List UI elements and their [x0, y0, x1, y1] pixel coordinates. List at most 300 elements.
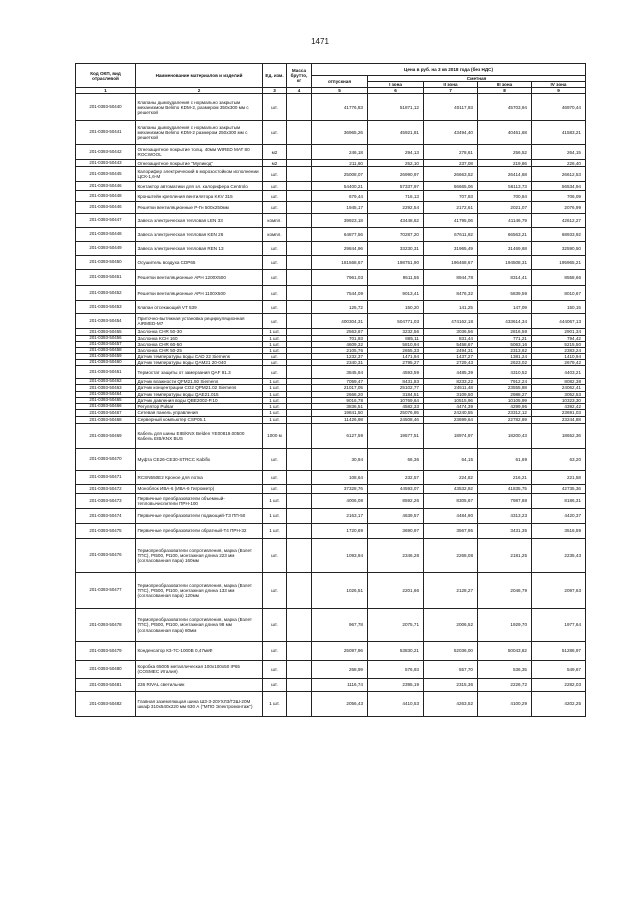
zone-4-price: 32590,50 — [532, 242, 586, 256]
header-zone-1: I зона — [368, 82, 424, 88]
column-number: 8 — [478, 88, 532, 94]
product-code: 201-0393-50474 — [76, 508, 136, 523]
table-row — [76, 94, 586, 121]
zone-3-price: 1381,24 — [478, 353, 532, 359]
table-row — [76, 470, 586, 484]
mass — [287, 228, 312, 242]
unit: 1 шт. — [263, 691, 287, 716]
zone-1-price: 53830,21 — [368, 641, 424, 660]
unit: шт. — [263, 301, 287, 314]
zone-2-price: 23699,64 — [424, 416, 478, 423]
unit: шт. — [263, 470, 287, 484]
table-row — [76, 286, 586, 301]
table-row — [76, 608, 586, 641]
zone-2-price: 3036,56 — [424, 329, 478, 335]
mass — [287, 608, 312, 641]
product-name: Решетки вентиляционные АРН 1200Х500 — [136, 270, 263, 286]
product-code: 201-0393-50482 — [76, 691, 136, 716]
release-price: 967,78 — [312, 608, 368, 641]
zone-1-price: 576,93 — [368, 660, 424, 678]
zone-1-price: 8592,26 — [368, 493, 424, 508]
unit: шт. — [263, 94, 287, 121]
price-table — [75, 63, 586, 717]
zone-4-price: 444067,13 — [532, 314, 586, 329]
product-name: Кронштейн крепления вентилятора KKV 315 — [136, 191, 263, 202]
zone-3-price: 700,84 — [478, 191, 532, 202]
zone-1-price: 70287,20 — [368, 228, 424, 242]
release-price: 54400,21 — [312, 182, 368, 191]
mass — [287, 242, 312, 256]
product-name: Кабель для шины EIB/KNX Belden YE00819.00500 Кабель EIB/KNX BUS — [136, 423, 263, 448]
zone-3-price: 4310,52 — [478, 366, 532, 379]
zone-2-price: 5458,67 — [424, 341, 478, 347]
table-row — [76, 242, 586, 256]
zone-2-price: 56665,06 — [424, 182, 478, 191]
zone-3-price: 18200,43 — [478, 423, 532, 448]
unit: шт. — [263, 538, 287, 572]
unit: шт. — [263, 678, 287, 691]
zone-2-price: 557,70 — [424, 660, 478, 678]
release-price: 9016,78 — [312, 397, 368, 403]
zone-2-price: 2729,43 — [424, 360, 478, 366]
mass — [287, 660, 312, 678]
zone-1-price: 150,20 — [368, 301, 424, 314]
zone-4-price: 23691,03 — [532, 409, 586, 416]
product-code: 201-0393-50461 — [76, 366, 136, 379]
mass — [287, 94, 312, 121]
zone-1-price: 4593,59 — [368, 366, 424, 379]
release-price: 211,60 — [312, 160, 368, 167]
release-price: 2105,76 — [312, 347, 368, 353]
zone-4-price: 4420,37 — [532, 508, 586, 523]
product-code: 201-0393-50480 — [76, 660, 136, 678]
product-name: Муфта CE26-CE30-STRCC Kabifix — [136, 448, 263, 470]
unit: шт. — [263, 572, 287, 608]
zone-4-price: 23244,88 — [532, 416, 586, 423]
mass — [287, 366, 312, 379]
zone-4-price: 2901,34 — [532, 329, 586, 335]
zone-1-price: 66,36 — [368, 448, 424, 470]
zone-3-price: 771,21 — [478, 335, 532, 341]
product-code: 201-0393-50467 — [76, 409, 136, 416]
table-row — [76, 182, 586, 191]
zone-4-price: 2097,63 — [532, 572, 586, 608]
column-number: 4 — [287, 88, 312, 94]
zone-1-price: 3184,51 — [368, 391, 424, 397]
release-price: 3845,94 — [312, 366, 368, 379]
product-code: 201-0393-50454 — [76, 314, 136, 329]
product-code: 201-0393-50479 — [76, 641, 136, 660]
unit: шт. — [263, 191, 287, 202]
unit: шт. — [263, 641, 287, 660]
unit: 1 шт. — [263, 341, 287, 347]
mass — [287, 448, 312, 470]
unit: шт. — [263, 167, 287, 182]
product-code: 201-0393-50449 — [76, 242, 136, 256]
table-row — [76, 572, 586, 608]
zone-3-price: 2313,62 — [478, 347, 532, 353]
mass — [287, 286, 312, 301]
zone-3-price: 2226,72 — [478, 678, 532, 691]
zone-3-price: 4100,29 — [478, 691, 532, 716]
release-price: 4609,32 — [312, 341, 368, 347]
zone-3-price: 219,86 — [478, 160, 532, 167]
zone-2-price: 64,15 — [424, 448, 478, 470]
zone-4-price: 8186,31 — [532, 493, 586, 508]
table-row — [76, 641, 586, 660]
mass — [287, 470, 312, 484]
release-price: 25008,07 — [312, 167, 368, 182]
zone-2-price: 26663,52 — [424, 167, 478, 182]
mass — [287, 523, 312, 538]
zone-4-price: 1977,64 — [532, 608, 586, 641]
zone-1-price: 33230,31 — [368, 242, 424, 256]
mass — [287, 214, 312, 228]
zone-3-price: 22782,69 — [478, 416, 532, 423]
zone-4-price: 2282,03 — [532, 678, 586, 691]
zone-4-price: 8082,38 — [532, 379, 586, 385]
zone-4-price: 221,58 — [532, 470, 586, 484]
product-name: Датчик температуры воды QAE21.015 — [136, 391, 263, 397]
zone-1-price: 9511,55 — [368, 270, 424, 286]
zone-4-price: 26612,53 — [532, 167, 586, 182]
zone-3-price: 23555,88 — [478, 385, 532, 391]
unit: шт. — [263, 366, 287, 379]
header-mass: Масса брутто, кг — [287, 64, 312, 88]
unit: шт. — [263, 286, 287, 301]
header-code: Код ОКП, вид отраслевой — [76, 64, 136, 88]
product-name: Осушитель воздуха CDP65 — [136, 256, 263, 270]
product-name: Датчик температуры воды CAD 22 Siemens — [136, 353, 263, 359]
table-row — [76, 493, 586, 508]
product-code: 201-0393-50440 — [76, 94, 136, 121]
mass — [287, 493, 312, 508]
zone-2-price: 4263,52 — [424, 691, 478, 716]
release-price: 1945,17 — [312, 202, 368, 214]
product-code: 201-0393-50448 — [76, 228, 136, 242]
zone-1-price: 10769,64 — [368, 397, 424, 403]
zone-4-price: 42612,27 — [532, 214, 586, 228]
zone-2-price: 8476,32 — [424, 286, 478, 301]
zone-3-price: 41835,75 — [478, 484, 532, 493]
table-row — [76, 508, 586, 523]
zone-3-price: 2988,27 — [478, 391, 532, 397]
release-price: 268,99 — [312, 660, 368, 678]
unit: 1 шт. — [263, 385, 287, 391]
unit: шт. — [263, 242, 287, 256]
product-code: 201-0393-50472 — [76, 484, 136, 493]
zone-4-price: 264,15 — [532, 145, 586, 160]
unit: м2 — [263, 145, 287, 160]
zone-2-price: 52036,00 — [424, 641, 478, 660]
unit: 1 шт. — [263, 379, 287, 385]
product-name: Завеса электрическая тепловая LEN 33 — [136, 214, 263, 228]
product-name: Заслонка CHR 50-30 — [136, 329, 263, 335]
zone-1-price: 716,13 — [368, 191, 424, 202]
product-name: Коробка 65005 металлическая 100x100x50 IP65 (COSMEC Италия) — [136, 660, 263, 678]
unit: 1 шт. — [263, 329, 287, 335]
product-name: Завеса электрическая тепловая KEN 26 — [136, 228, 263, 242]
table-row — [76, 448, 586, 470]
product-name: Огнезащитное покрытие толщ. 40мм WIRED MAT 80 ROCWOOL — [136, 145, 263, 160]
product-name: Датчик температуры воды QAM21 20-040 — [136, 360, 263, 366]
release-price: 25097,96 — [312, 641, 368, 660]
product-name: Главная заземляющая шина ШЗ-3-20УХЛ3/ГЗШ-20М шкаф 310х540х220 мм 630 А ("МПО Электромонтаж") — [136, 691, 263, 716]
table-row — [76, 523, 586, 538]
product-code: 201-0393-50445 — [76, 167, 136, 182]
release-price: 125,72 — [312, 301, 368, 314]
product-name: Заслонка CHR 60-50 — [136, 341, 263, 347]
zone-1-price: 2201,66 — [368, 572, 424, 608]
release-price: 29844,96 — [312, 242, 368, 256]
product-code: 201-0393-50457 — [76, 341, 136, 347]
product-code: 201-0393-50453 — [76, 301, 136, 314]
release-price: 6127,59 — [312, 423, 368, 448]
zone-1-price: 9013,41 — [368, 286, 424, 301]
product-name: Огнезащитное покрытие "Муликод" — [136, 160, 263, 167]
unit: шт. — [263, 202, 287, 214]
product-code: 201-0393-50441 — [76, 121, 136, 145]
zone-1-price: 3690,97 — [368, 523, 424, 538]
product-name: Сетевая панель управления — [136, 409, 263, 416]
zone-3-price: 31469,68 — [478, 242, 532, 256]
zone-3-price: 536,35 — [478, 660, 532, 678]
zone-3-price: 8314,41 — [478, 270, 532, 286]
zone-4-price: 794,42 — [532, 335, 586, 341]
unit: шт. — [263, 360, 287, 366]
zone-2-price: 196468,67 — [424, 256, 478, 270]
table-row — [76, 202, 586, 214]
zone-4-price: 42735,36 — [532, 484, 586, 493]
release-price: 21017,05 — [312, 385, 368, 391]
zone-4-price: 1410,94 — [532, 353, 586, 359]
zone-3-price: 5839,59 — [478, 286, 532, 301]
zone-4-price: 46970,44 — [532, 94, 586, 121]
product-code: 201-0393-50465 — [76, 397, 136, 403]
product-code: 201-0393-50476 — [76, 538, 136, 572]
mass — [287, 202, 312, 214]
release-price: 246,18 — [312, 145, 368, 160]
zone-1-price: 1471,94 — [368, 353, 424, 359]
header-zone-2: II зона — [424, 82, 478, 88]
zone-3-price: 3431,35 — [478, 523, 532, 538]
product-code: 201-0393-50481 — [76, 678, 136, 691]
zone-2-price: 4485,39 — [424, 366, 478, 379]
zone-3-price: 4299,95 — [478, 403, 532, 409]
mass — [287, 423, 312, 448]
product-code: 201-0393-50477 — [76, 572, 136, 608]
zone-4-price: 4202,25 — [532, 691, 586, 716]
zone-2-price: 2006,52 — [424, 608, 478, 641]
zone-1-price: 2395,19 — [368, 678, 424, 691]
product-name: Первичные преобразователи обратный-Т4 ПРН-32 — [136, 523, 263, 538]
unit: шт. — [263, 270, 287, 286]
unit: шт. — [263, 121, 287, 145]
product-code: 201-0393-50469 — [76, 423, 136, 448]
product-name: Серверный компьютер CSP05.1 — [136, 416, 263, 423]
zone-1-price: 3232,56 — [368, 329, 424, 335]
zone-1-price: 45921,81 — [368, 121, 424, 145]
zone-3-price: 4313,23 — [478, 508, 532, 523]
zone-2-price: 224,82 — [424, 470, 478, 484]
table-body — [76, 94, 586, 717]
mass — [287, 160, 312, 167]
unit: 1 шт. — [263, 347, 287, 353]
column-number: 9 — [532, 88, 586, 94]
header-estimate: Сметная — [368, 76, 586, 82]
zone-3-price: 23312,12 — [478, 409, 532, 416]
zone-1-price: 504771,03 — [368, 314, 424, 329]
zone-1-price: 232,57 — [368, 470, 424, 484]
mass — [287, 256, 312, 270]
product-name: Решетки вентиляционные АРН 1100Х500 — [136, 286, 263, 301]
product-code: 201-0393-50450 — [76, 256, 136, 270]
release-price: 39923,18 — [312, 214, 368, 228]
release-price: 108,64 — [312, 470, 368, 484]
product-code: 201-0393-50442 — [76, 145, 136, 160]
unit: 1 шт. — [263, 335, 287, 341]
unit: шт. — [263, 182, 287, 191]
zone-4-price: 4403,21 — [532, 366, 586, 379]
mass — [287, 691, 312, 716]
product-name: Контактор автоматики для эл. калорифера Centrolo — [136, 182, 263, 191]
zone-2-price: 474162,18 — [424, 314, 478, 329]
zone-2-price: 278,61 — [424, 145, 478, 160]
zone-4-price: 150,15 — [532, 301, 586, 314]
unit: 1000 м — [263, 423, 287, 448]
product-name: Заслонка KCH 160 — [136, 335, 263, 341]
product-code: 201-0393-50475 — [76, 523, 136, 538]
zone-1-price: 57337,97 — [368, 182, 424, 191]
zone-2-price: 24511,48 — [424, 385, 478, 391]
unit: шт. — [263, 484, 287, 493]
zone-1-price: 25076,95 — [368, 409, 424, 416]
product-name: Клапаны дымоудаления с нормально закрытым механизмом Belimo KDM-2 размером 250x300 мм с решеткой — [136, 121, 263, 145]
zone-2-price: 2315,36 — [424, 678, 478, 691]
zone-3-price: 194508,31 — [478, 256, 532, 270]
zone-4-price: 226,40 — [532, 160, 586, 167]
zone-1-price: 252,10 — [368, 160, 424, 167]
table-row — [76, 167, 586, 182]
product-name: Первичные преобразователи объемный-тепловычислители ПРН-100 — [136, 493, 263, 508]
zone-3-price: 10105,99 — [478, 397, 532, 403]
product-code: 201-0393-50447 — [76, 214, 136, 228]
mass — [287, 572, 312, 608]
zone-3-price: 256,52 — [478, 145, 532, 160]
column-number: 7 — [424, 88, 478, 94]
zone-3-price: 61,69 — [478, 448, 532, 470]
product-name: Термостат защиты от замерзания QAF 81.3 — [136, 366, 263, 379]
table-row — [76, 660, 586, 678]
zone-3-price: 2046,79 — [478, 572, 532, 608]
zone-1-price: 2292,54 — [368, 202, 424, 214]
unit: шт. — [263, 314, 287, 329]
table-row — [76, 121, 586, 145]
zone-3-price: 2181,25 — [478, 538, 532, 572]
product-name: Приточно-вытяжная установка рециркуляционная AIRMED-M7 — [136, 314, 263, 329]
zone-2-price: 43494,40 — [424, 121, 478, 145]
zone-4-price: 8558,66 — [532, 270, 586, 286]
product-code: 201-0393-50471 — [76, 470, 136, 484]
table-row — [76, 256, 586, 270]
release-price: 64877,56 — [312, 228, 368, 242]
zone-3-price: 66563,21 — [478, 228, 532, 242]
mass — [287, 641, 312, 660]
zone-2-price: 8944,78 — [424, 270, 478, 286]
product-code: 201-0393-50451 — [76, 270, 136, 286]
release-price: 41776,83 — [312, 94, 368, 121]
zone-3-price: 2623,02 — [478, 360, 532, 366]
product-code: 201-0393-50443 — [76, 160, 136, 167]
unit: шт. — [263, 660, 287, 678]
zone-1-price: 43448,62 — [368, 214, 424, 228]
release-price: 2340,31 — [312, 360, 368, 366]
table-row — [76, 145, 586, 160]
unit: 1 шт. — [263, 409, 287, 416]
product-code: 201-0393-50459 — [76, 353, 136, 359]
zone-4-price: 51286,97 — [532, 641, 586, 660]
table-row — [76, 160, 586, 167]
release-price: 7544,09 — [312, 286, 368, 301]
mass — [287, 270, 312, 286]
zone-4-price: 2383,24 — [532, 347, 586, 353]
zone-4-price: 706,09 — [532, 191, 586, 202]
product-name: RCSN550E2 Кроное для лотка — [136, 470, 263, 484]
release-price: 1093,94 — [312, 538, 368, 572]
zone-2-price: 8305,67 — [424, 493, 478, 508]
product-code: 201-0393-50470 — [76, 448, 136, 470]
zone-2-price: 8233,22 — [424, 379, 478, 385]
release-price: 19841,50 — [312, 409, 368, 416]
zone-2-price: 40117,93 — [424, 94, 478, 121]
table-row — [76, 191, 586, 202]
zone-4-price: 2679,42 — [532, 360, 586, 366]
product-code: 201-0393-50473 — [76, 493, 136, 508]
table-row — [76, 538, 586, 572]
zone-2-price: 41795,06 — [424, 214, 478, 228]
table-row — [76, 423, 586, 448]
table-row — [76, 214, 586, 228]
header-release: отпускная — [312, 76, 368, 88]
release-price: 11426,98 — [312, 416, 368, 423]
product-name: Завеса электрическая тепловая REN 13 — [136, 242, 263, 256]
zone-4-price: 3052,53 — [532, 391, 586, 397]
zone-2-price: 4484,90 — [424, 508, 478, 523]
mass — [287, 121, 312, 145]
zone-2-price: 237,08 — [424, 160, 478, 167]
zone-1-price: 19577,51 — [368, 423, 424, 448]
unit: 1 шт. — [263, 523, 287, 538]
zone-2-price: 67611,92 — [424, 228, 478, 242]
header-zone-3: III зона — [478, 82, 532, 88]
product-name: Конденсатор К3-7С-1000В 0,47мкФ — [136, 641, 263, 660]
release-price: 7059,47 — [312, 379, 368, 385]
product-code: 201-0393-50466 — [76, 403, 136, 409]
mass — [287, 314, 312, 329]
product-name: Датчик концентрации CO2 QPM21.02 Siemens — [136, 385, 263, 391]
zone-1-price: 51871,12 — [368, 94, 424, 121]
release-price: 30,94 — [312, 448, 368, 470]
zone-1-price: 2075,71 — [368, 608, 424, 641]
zone-2-price: 24240,55 — [424, 409, 478, 416]
unit: шт. — [263, 448, 287, 470]
column-number: 3 — [263, 88, 287, 94]
zone-1-price: 24508,46 — [368, 416, 424, 423]
zone-3-price: 2021,07 — [478, 202, 532, 214]
zone-1-price: 198751,90 — [368, 256, 424, 270]
zone-4-price: 10323,30 — [532, 397, 586, 403]
table-row — [76, 301, 586, 314]
